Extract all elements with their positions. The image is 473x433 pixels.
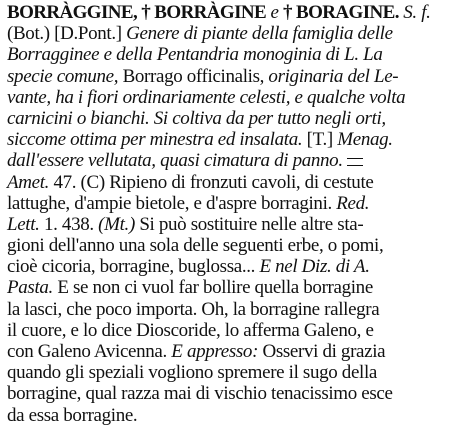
italic-text: siccome ottima per minestra ed insalata.	[7, 129, 307, 151]
entry-line	[7, 129, 466, 150]
text-run: 1. 438.	[39, 213, 99, 235]
italic-text: Red.	[336, 192, 370, 214]
italic-text: Borragginee e della Pentandria monoginia di L. La	[7, 44, 383, 66]
entry-line	[7, 172, 466, 193]
italic-text: specie comune,	[7, 65, 123, 87]
entry-line	[7, 405, 466, 426]
dictionary-entry-borraggine	[7, 2, 466, 426]
text-run: cioè cicoria, borragine, buglossa...	[7, 256, 260, 278]
italic-text: E nel Diz. di A.	[259, 256, 370, 278]
italic-text: Lett.	[7, 213, 40, 235]
italic-text: vante, ha i fiori ordinariamente celesti, e qualche volta	[7, 86, 406, 108]
entry-line	[7, 193, 466, 214]
text-run: la lasci, che poco importa. Oh, la borragine rallegra	[7, 298, 380, 320]
entry-line	[7, 320, 466, 341]
entry-line	[7, 108, 466, 129]
text-run: quando gli speziali vogliono spremere il sugo della	[7, 362, 377, 384]
entry-line	[7, 44, 466, 65]
italic-text: Menag.	[337, 129, 393, 151]
text-run: E se non ci vuol far bollire quella borragine	[52, 277, 373, 299]
italic-text: Genere di piante della famiglia delle	[126, 23, 393, 45]
italic-text: (Mt.)	[98, 213, 135, 235]
italic-text: originaria del Le-	[268, 65, 399, 87]
text-run: borragine, qual razza mai di vischio tenacissimo esce	[7, 383, 393, 405]
entry-line	[7, 383, 466, 404]
text-run: Osservi di grazia	[258, 341, 386, 362]
entry-line	[7, 299, 466, 320]
entry-line	[7, 214, 466, 235]
entry-line	[7, 341, 466, 362]
text-run: con Galeno Avicenna.	[7, 341, 172, 362]
italic-text: carnicini o bianchi. Si coltiva da per tutto negli orti,	[7, 107, 386, 129]
headword: BORRÀGGINE, † BORRÀGINE	[7, 2, 267, 23]
italic-text: e	[266, 2, 283, 23]
text-run: gioni dell'anno una sola delle seguenti erbe, o pomi,	[7, 235, 384, 257]
italic-text: S. f.	[398, 2, 431, 23]
text-run: [T.]	[306, 129, 338, 151]
entry-line	[7, 23, 466, 44]
text-run: il cuore, e lo dice Dioscoride, lo afferma Galeno, e	[7, 319, 374, 341]
italic-text: E appresso:	[171, 341, 259, 362]
text-run: Borrago officinalis,	[122, 65, 269, 87]
text-run: Si può sostituire nelle altre sta-	[134, 213, 364, 235]
equals-rule-mark	[347, 158, 363, 166]
italic-text: Pasta.	[7, 277, 53, 299]
text-run: lattughe, d'ampie bietole, e d'aspre borragini.	[7, 192, 337, 214]
entry-line	[7, 87, 466, 108]
text-run: (Bot.) [D.Pont.]	[7, 23, 127, 45]
text-run: 47. (C) Ripieno di fronzuti cavoli, di cestute	[49, 171, 374, 193]
entry-line	[7, 66, 466, 87]
entry-line	[7, 150, 466, 171]
entry-line	[7, 362, 466, 383]
text-run: da essa borragine.	[7, 404, 138, 426]
italic-text: Amet.	[7, 171, 50, 193]
entry-line	[7, 235, 466, 256]
entry-line	[7, 277, 466, 298]
italic-text: dall'essere vellutata, quasi cimatura di panno.	[7, 150, 343, 172]
entry-line	[7, 2, 466, 23]
headword: † BORAGINE.	[282, 2, 399, 23]
entry-line	[7, 256, 466, 277]
